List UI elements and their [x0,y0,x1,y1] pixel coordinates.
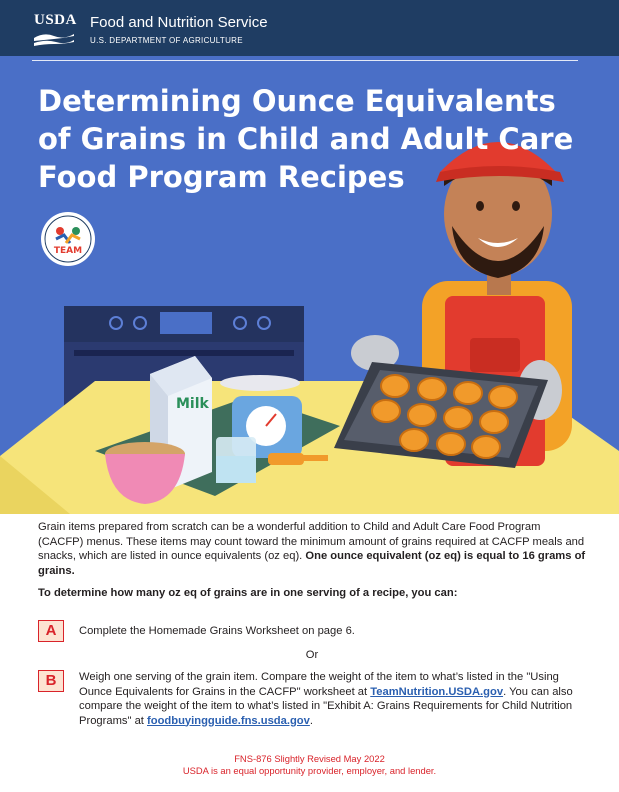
equal-opportunity-statement: USDA is an equal opportunity provider, employer, and lender. [182,765,437,776]
agency-header [0,0,619,56]
document-id: FNS-876 Slightly Revised May 2022 [234,753,385,764]
option-a-text: Complete the Homemade Grains Worksheet on page 6. [79,625,355,637]
agency-name: Food and Nutrition Service [90,14,268,31]
page-title: Determining Ounce Equivalents of Grains in Child and Adult Care Food Program Recipes [38,84,574,194]
usda-wordmark: USDA [34,12,77,28]
intro-paragraph: Grain items prepared from scratch can be a wonderful addition to Child and Adult Care Food Program (CACFP) menus. These items may count toward the minimum amount of grains required at CACFP meals and snacks, which are listed in ounce equivalents (oz eq). One ounce equivalent (oz eq) is equal to 16 grams of grains. [38,521,586,577]
foodbuyingguide-link[interactable]: foodbuyingguide.fns.usda.gov [147,714,310,727]
measuring-spoon [268,453,304,465]
or-separator: Or [305,649,319,661]
option-b-badge: B [38,670,64,692]
kitchen-scale [220,375,300,391]
hero-divider [32,60,578,61]
option-b-text: Weigh one serving of the grain item. Compare the weight of the item to what’s listed in the "Using Ounce Equivalents for Grains in the CACFP" worksheet at TeamNutrition.USDA.gov. You can also compare the weight of the item to what’s listed in "Exhibit A: Grains Requirements for Child Nutrition Programs" at foodbuyingguide.fns.usda.gov. [79,671,573,727]
page-footer [0,753,619,777]
hero-banner [0,56,619,514]
intro-section [38,520,586,727]
option-a-badge: A [38,620,64,642]
department-name: U.S. DEPARTMENT OF AGRICULTURE [90,36,243,45]
team-nutrition-logo-icon [40,211,96,267]
milk-label: Milk [176,396,209,412]
lead-question: To determine how many oz eq of grains are in one serving of a recipe, you can: [38,587,458,599]
svg-text:TEAM: TEAM [53,246,83,256]
teamnutrition-link[interactable]: TeamNutrition.USDA.gov [370,685,504,698]
